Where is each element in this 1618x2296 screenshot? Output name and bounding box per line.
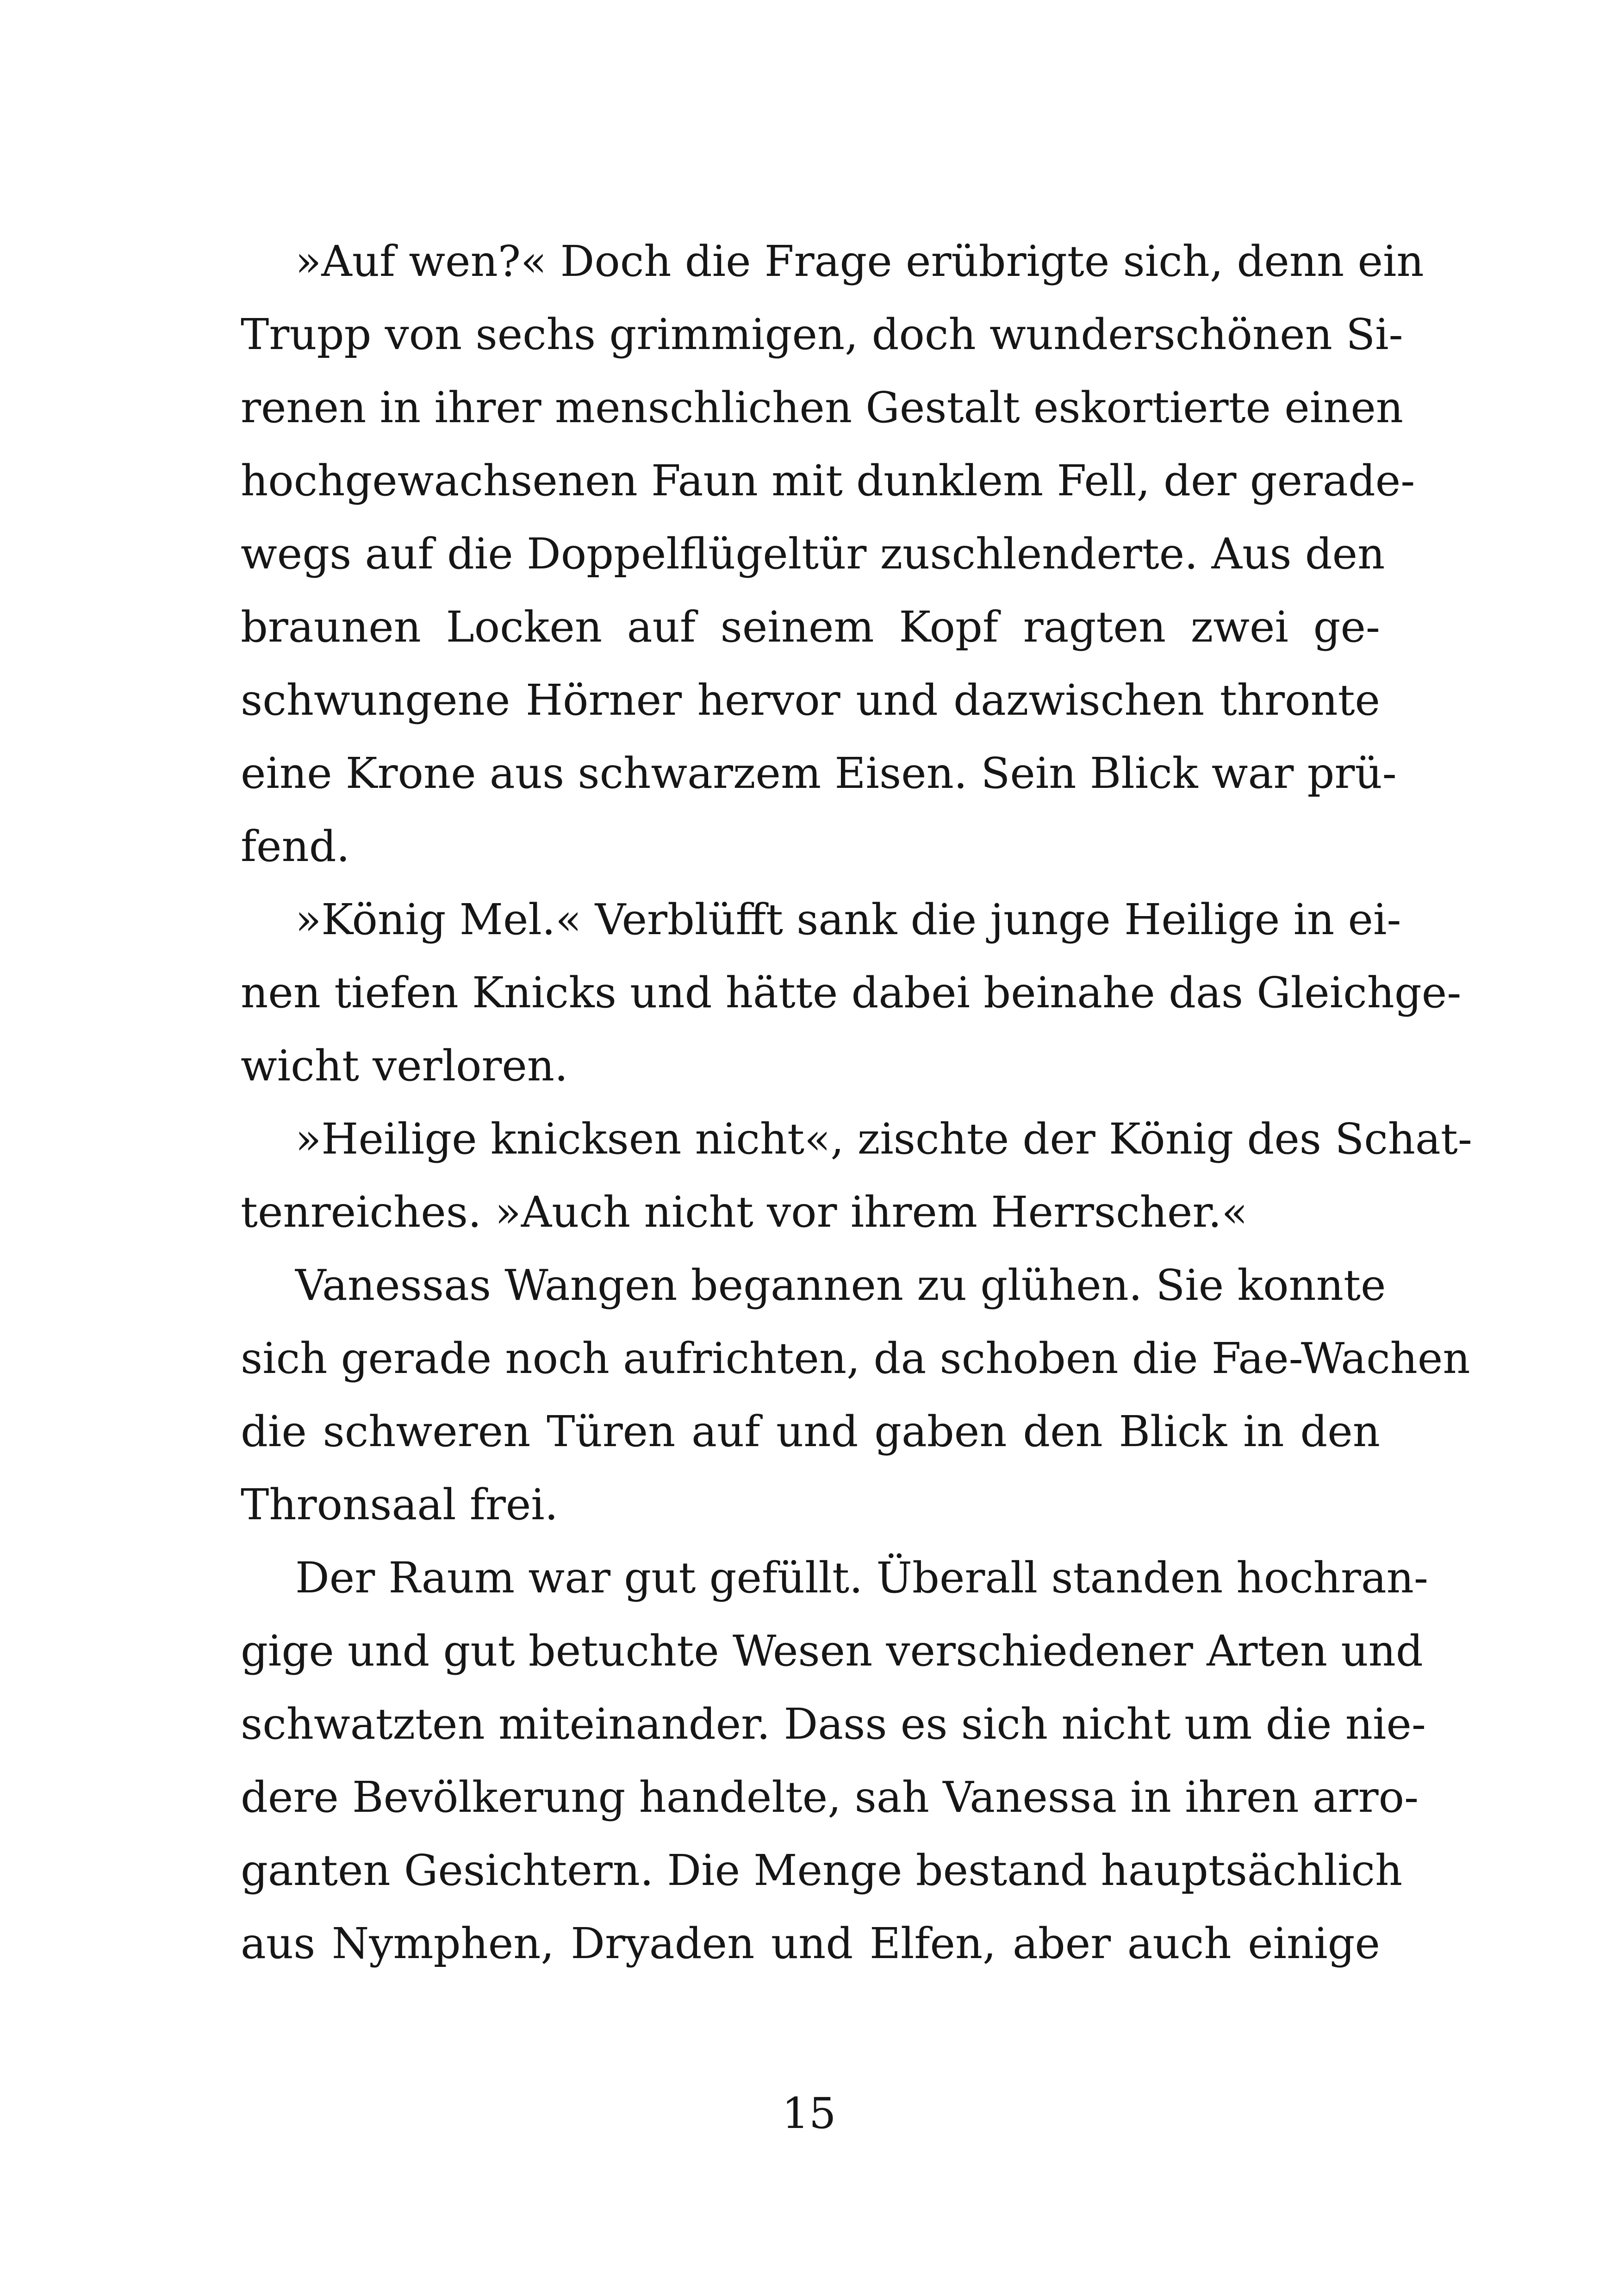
- text-line: »Auf wen?« Doch die Frage erübrigte sich, denn ein: [295, 237, 1424, 286]
- text-line: »Heilige knicksen nicht«, zischte der König des Schat-: [295, 1114, 1472, 1164]
- text-line: renen in ihrer menschlichen Gestalt eskortierte einen: [241, 383, 1404, 432]
- paragraph: [241, 1103, 1472, 1249]
- text-line: schwungene Hörner hervor und dazwischen thronte: [241, 675, 1380, 725]
- text-line: schwatzten miteinander. Dass es sich nicht um die nie-: [241, 1699, 1426, 1749]
- text-line: Trupp von sechs grimmigen, doch wunderschönen Si-: [241, 310, 1403, 359]
- text-line: aus Nymphen, Dryaden und Elfen, aber auch einige: [241, 1919, 1380, 1968]
- text-line: »König Mel.« Verblüfft sank die junge Heilige in ei-: [295, 895, 1401, 944]
- text-line: wicht verloren.: [241, 1041, 568, 1091]
- paragraph: [241, 883, 1462, 1103]
- text-line: dere Bevölkerung handelte, sah Vanessa in ihren arro-: [241, 1772, 1419, 1822]
- text-line: sich gerade noch aufrichten, da schoben die Fae-Wachen: [241, 1334, 1470, 1383]
- page-number: 15: [782, 2089, 836, 2138]
- paragraph: [241, 1249, 1470, 1541]
- text-line: hochgewachsenen Faun mit dunklem Fell, der gerade-: [241, 456, 1415, 505]
- text-line: ganten Gesichtern. Die Menge bestand hauptsächlich: [241, 1846, 1403, 1895]
- text-line: die schweren Türen auf und gaben den Blick in den: [241, 1407, 1380, 1456]
- text-line: tenreiches. »Auch nicht vor ihrem Herrscher.«: [241, 1187, 1248, 1237]
- text-line: eine Krone aus schwarzem Eisen. Sein Blick war prü-: [241, 749, 1397, 798]
- body-text: [241, 225, 1472, 1980]
- text-line: fend.: [241, 822, 350, 871]
- text-line: nen tiefen Knicks und hätte dabei beinahe das Gleichge-: [241, 968, 1462, 1017]
- text-line: Vanessas Wangen begannen zu glühen. Sie konnte: [295, 1260, 1386, 1310]
- paragraph: [241, 1541, 1429, 1980]
- text-line: Der Raum war gut gefüllt. Überall standen hochran-: [295, 1553, 1429, 1603]
- text-line: gige und gut betuchte Wesen verschiedener Arten und: [241, 1626, 1423, 1676]
- text-line: braunen Locken auf seinem Kopf ragten zwei ge-: [241, 602, 1380, 652]
- text-line: Thronsaal frei.: [241, 1480, 558, 1529]
- text-line: wegs auf die Doppelflügeltür zuschlenderte. Aus den: [241, 529, 1385, 579]
- paragraph: [241, 225, 1424, 883]
